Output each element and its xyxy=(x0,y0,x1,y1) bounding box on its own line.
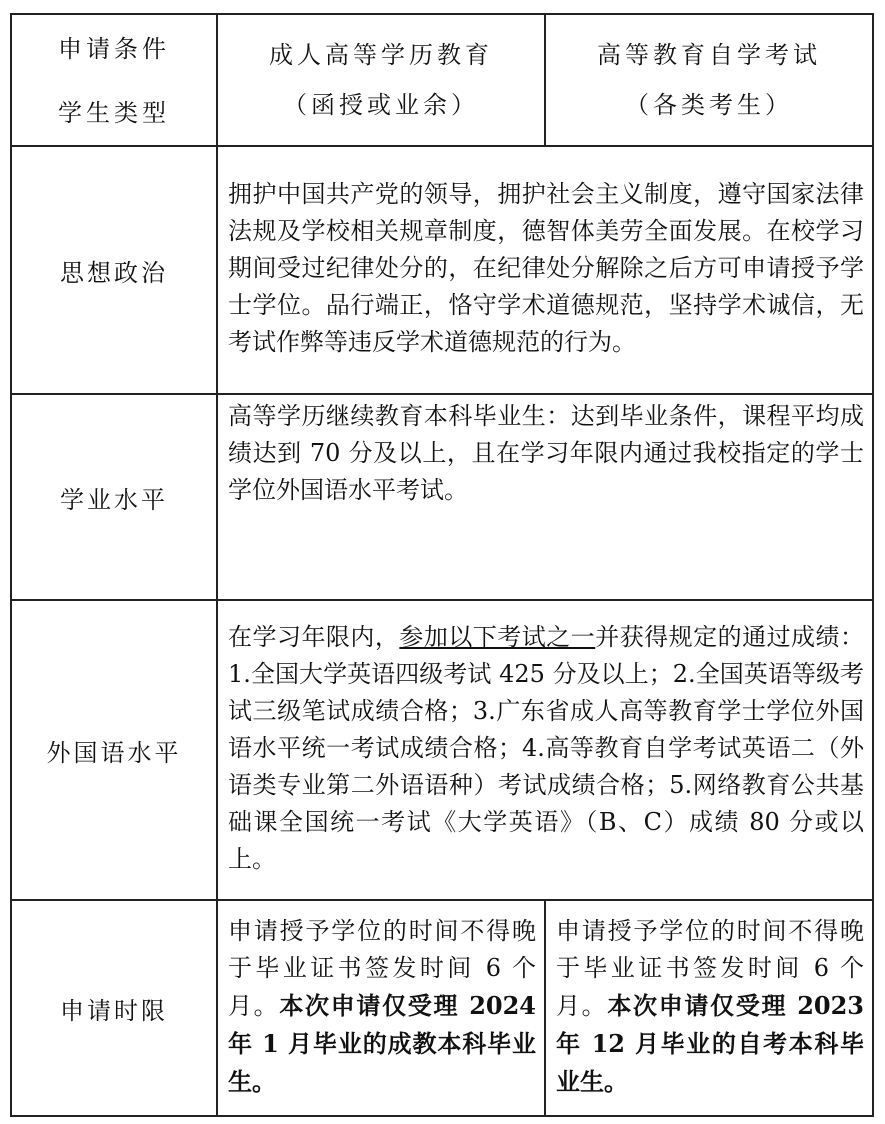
text-segment: 申请授予学位的时间不得晚于毕业证书签发时间 6 个月。 xyxy=(228,916,536,1020)
table-row xyxy=(11,900,873,1116)
column-title: 高等教育自学考试 xyxy=(597,41,821,69)
row-label-academic: 学业水平 xyxy=(11,394,217,600)
text-segment: 在学习年限内， xyxy=(228,623,400,651)
table-row xyxy=(11,600,873,900)
table-row xyxy=(11,394,873,600)
bold-text: 本次申请仅受理 2023 年 12 月毕业的自考本科毕业生。 xyxy=(556,990,865,1096)
column-header-adult-education xyxy=(217,14,545,146)
deadline-self-study-exam xyxy=(545,900,873,1116)
degree-conditions-table xyxy=(10,13,874,1117)
header-row xyxy=(11,14,873,146)
row-label-foreign-language: 外国语水平 xyxy=(11,600,217,900)
corner-header-cell xyxy=(11,14,217,146)
column-title: 成人高等学历教育 xyxy=(269,41,493,69)
text-segment: 申请授予学位的时间不得晚于毕业证书签发时间 6 个月。 xyxy=(556,916,864,1020)
column-header-self-study-exam xyxy=(545,14,873,146)
text-segment: 并获得规定的通过成绩： 1.全国大学英语四级考试 425 分及以上；2.全国英语等级考试三级笔试成绩合格；3.广东省成人高等教育学士学位外国语水平统一考试成绩合格；4.高等教育自学考试英语二（外语类专业第二外语语种）考试成绩合格；5.网络教育公共基础课全国统一考试《大学英语》（B、C）成绩 80 分或以上。 xyxy=(228,623,865,873)
corner-header-bottom: 学生类型 xyxy=(58,99,170,127)
deadline-adult-education xyxy=(217,900,545,1116)
foreign-language-requirement xyxy=(217,600,873,900)
underlined-text: 参加以下考试之一 xyxy=(399,623,596,651)
column-subtitle: （函授或业余） xyxy=(283,91,479,119)
politics-requirement: 拥护中国共产党的领导，拥护社会主义制度，遵守国家法律法规及学校相关规章制度，德智体美劳全面发展。在校学习期间受过纪律处分的，在纪律处分解除之后方可申请授予学士学位。品行端正，恪守学术道德规范，坚持学术诚信，无考试作弊等违反学术道德规范的行为。 xyxy=(217,146,873,394)
academic-requirement: 高等学历继续教育本科毕业生：达到毕业条件，课程平均成绩达到 70 分及以上，且在学习年限内通过我校指定的学士学位外国语水平考试。 xyxy=(217,394,873,600)
row-label-deadline: 申请时限 xyxy=(11,900,217,1116)
bold-text: 本次申请仅受理 2024 年 1 月毕业的成教本科毕业生。 xyxy=(228,990,537,1096)
corner-header-top: 申请条件 xyxy=(58,35,170,63)
column-subtitle: （各类考生） xyxy=(625,91,793,119)
table-row xyxy=(11,146,873,394)
row-label-politics: 思想政治 xyxy=(11,146,217,394)
